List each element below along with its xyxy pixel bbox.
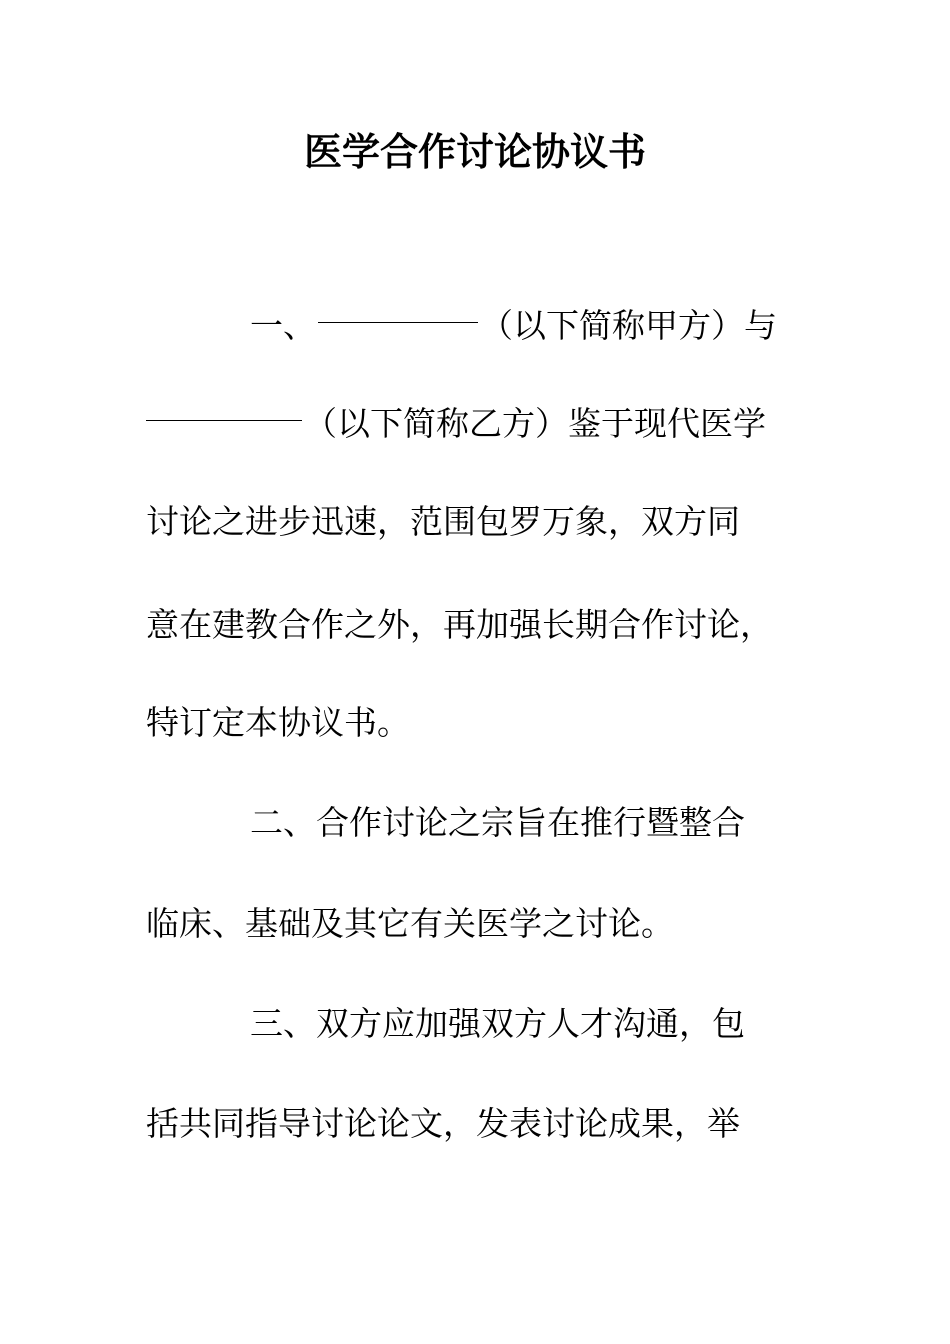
clause-1-line-2 [0,396,950,452]
clause-1-line-5 [0,695,950,751]
paragraph-text: 特订定本协议书。 [146,703,410,742]
paragraph-text: 括共同指导讨论论文，发表讨论成果，举 [146,1104,740,1143]
clause-3-line-1 [0,996,950,1052]
paragraph-text: 讨论之进步迅速，范围包罗万象，双方同 [146,502,740,541]
clause-1-party-a-text: （以下简称甲方）与 [480,306,777,345]
party-a-blank[interactable] [318,298,478,323]
clause-1-number: 一、 [250,306,316,345]
paragraph-text: 二、合作讨论之宗旨在推行暨整合 [250,803,745,842]
clause-2-line-2 [0,896,950,952]
document-title: 医学合作讨论协议书 [303,129,646,174]
paragraph-text: 意在建教合作之外，再加强长期合作讨论， [146,605,773,644]
clause-1-line-4 [0,597,950,653]
clause-1-line-1 [0,298,950,354]
paragraph-text: 临床、基础及其它有关医学之讨论。 [146,904,674,943]
clause-3-line-2 [0,1096,950,1152]
clause-2-line-1 [0,795,950,851]
paragraph-text: 三、双方应加强双方人才沟通，包 [250,1004,745,1043]
clause-1-party-b-text: （以下简称乙方）鉴于现代医学 [304,404,766,443]
clause-1-line-3 [0,494,950,550]
party-b-blank[interactable] [146,396,302,421]
